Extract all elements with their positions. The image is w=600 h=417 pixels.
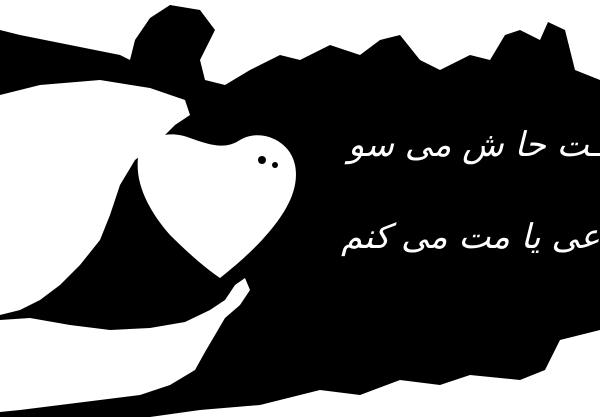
heart-speck — [272, 162, 278, 168]
heart-shape — [138, 134, 296, 278]
lower-right-white-region — [150, 330, 600, 417]
poem-line-2: عی یا مت می کنم — [341, 217, 600, 257]
poem-line-1: ـت حا ش می سو — [347, 125, 600, 165]
heart-speck — [258, 156, 266, 164]
top-white-region — [0, 0, 600, 85]
